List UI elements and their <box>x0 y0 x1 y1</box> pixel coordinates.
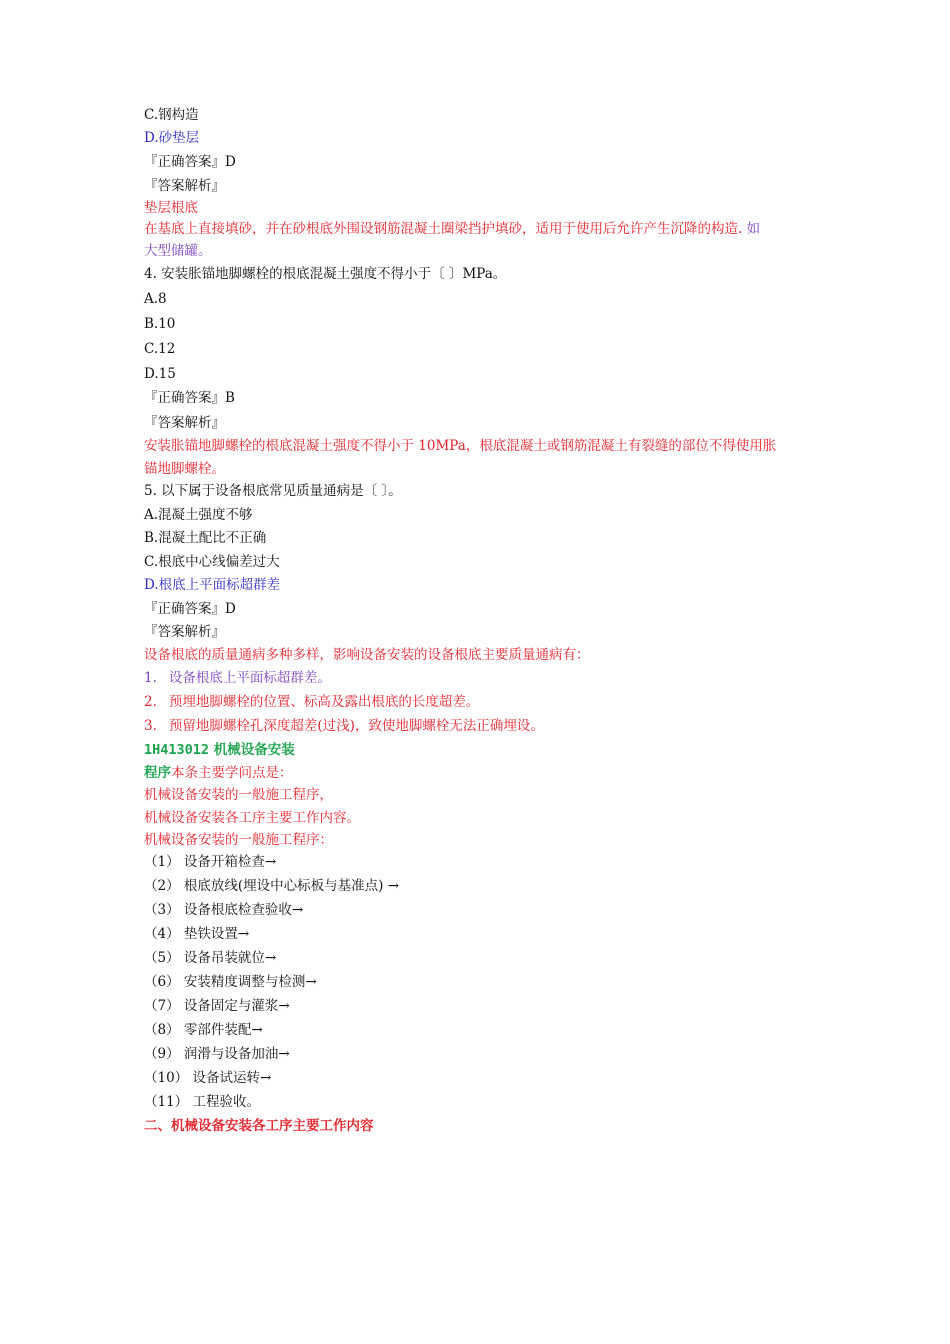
step-8 <box>144 1021 263 1039</box>
q5-item-2 <box>144 693 479 711</box>
section-program <box>144 764 293 782</box>
step-number: （8） <box>144 1022 180 1038</box>
step-text: 工程验收。 <box>192 1094 260 1110</box>
step-11 <box>144 1093 260 1111</box>
step-7 <box>144 997 290 1015</box>
q3-analysis-purple-1: 如 <box>746 221 761 237</box>
step-number: （9） <box>144 1046 180 1062</box>
q4-option-a: A.8 <box>144 291 167 307</box>
q3-analysis-title: 垫层根底 <box>144 200 198 216</box>
q5-item-1-num: 1. <box>144 670 157 686</box>
q5-option-d: D.根底上平面标超群差 <box>144 577 281 593</box>
step-number: （7） <box>144 998 180 1014</box>
section-program-text: 本条主要学问点是： <box>171 765 293 781</box>
step-text: 设备试运转→ <box>192 1070 272 1086</box>
q3-answer: 『正确答案』D <box>144 154 236 170</box>
q5-option-c: C.根底中心线偏差过大 <box>144 554 280 570</box>
step-text: 零部件装配→ <box>183 1022 263 1038</box>
q5-item-1-text: 设备根底上平面标超群差。 <box>168 670 331 686</box>
step-number: （11） <box>144 1094 189 1110</box>
subsection-heading: 二、机械设备安装各工序主要工作内容 <box>144 1118 374 1134</box>
step-text: 安装精度调整与检测→ <box>183 974 317 990</box>
step-9 <box>144 1045 290 1063</box>
step-number: （5） <box>144 950 180 966</box>
q3-analysis-label: 『答案解析』 <box>144 178 225 194</box>
section-title: 机械设备安装 <box>213 742 295 758</box>
q5-option-b: B.混凝土配比不正确 <box>144 530 267 546</box>
section-procedure-heading: 机械设备安装的一般施工程序： <box>144 832 333 848</box>
q4-option-b: B.10 <box>144 316 176 332</box>
section-code: 1H413012 <box>144 742 210 758</box>
step-number: （10） <box>144 1070 189 1086</box>
section-point-1: 机械设备安装的一般施工程序， <box>144 787 333 803</box>
q3-option-d: D.砂垫层 <box>144 130 200 146</box>
q5-item-3-text: 预留地脚螺栓孔深度超差(过浅)，致使地脚螺栓无法正确埋设。 <box>168 718 544 734</box>
q4-analysis-line2: 锚地脚螺栓。 <box>144 461 225 477</box>
q5-option-a: A.混凝土强度不够 <box>144 507 253 523</box>
q4-analysis-line1: 安装胀锚地脚螺栓的根底混凝土强度不得小于 10MPa，根底混凝土或钢筋混凝土有裂缝的部位不得使用胀 <box>144 438 777 454</box>
step-text: 设备固定与灌浆→ <box>183 998 290 1014</box>
section-heading <box>144 741 295 759</box>
q5-item-3 <box>144 717 544 735</box>
q3-analysis-text <box>144 218 809 262</box>
step-number: （1） <box>144 854 180 870</box>
step-text: 润滑与设备加油→ <box>183 1046 290 1062</box>
q5-analysis-intro: 设备根底的质量通病多种多样，影响设备安装的设备根底主要质量通病有： <box>144 647 590 663</box>
step-number: （4） <box>144 926 180 942</box>
step-5 <box>144 949 276 967</box>
step-4 <box>144 925 249 943</box>
step-number: （3） <box>144 902 180 918</box>
q5-item-2-text: 预埋地脚螺栓的位置、标高及露出根底的长度超差。 <box>168 694 480 710</box>
q5-item-2-num: 2. <box>144 694 157 710</box>
q4-question: 4. 安装胀锚地脚螺栓的根底混凝土强度不得小于〔 〕MPa。 <box>144 266 507 282</box>
q3-analysis-purple-2: 大型储罐。 <box>144 243 212 259</box>
step-text: 根底放线(埋设中心标板与基准点) → <box>183 878 400 894</box>
q5-answer: 『正确答案』D <box>144 601 236 617</box>
q5-analysis-label: 『答案解析』 <box>144 624 225 640</box>
q4-analysis-label: 『答案解析』 <box>144 415 225 431</box>
q5-item-3-num: 3. <box>144 718 157 734</box>
q4-option-d: D.15 <box>144 366 176 382</box>
q3-option-c: C.钢构造 <box>144 107 199 123</box>
q4-option-c: C.12 <box>144 341 176 357</box>
section-program-label: 程序 <box>144 765 171 781</box>
step-3 <box>144 901 303 919</box>
step-number: （6） <box>144 974 180 990</box>
step-number: （2） <box>144 878 180 894</box>
step-text: 垫铁设置→ <box>183 926 250 942</box>
section-point-2: 机械设备安装各工序主要工作内容。 <box>144 810 360 826</box>
q5-item-1 <box>144 669 331 687</box>
q5-question: 5. 以下属于设备根底常见质量通病是〔 〕。 <box>144 483 402 499</box>
step-text: 设备吊装就位→ <box>183 950 277 966</box>
step-2 <box>144 877 399 895</box>
step-text: 设备根底检查验收→ <box>183 902 304 918</box>
step-6 <box>144 973 317 991</box>
q3-analysis-red: 在基底上直接填砂，并在砂根底外围设钢筋混凝土圈梁挡护填砂，适用于使用后允许产生沉降的构造. <box>144 221 743 237</box>
q4-answer: 『正确答案』B <box>144 390 235 406</box>
step-1 <box>144 853 276 871</box>
step-10 <box>144 1069 271 1087</box>
step-text: 设备开箱检查→ <box>183 854 277 870</box>
